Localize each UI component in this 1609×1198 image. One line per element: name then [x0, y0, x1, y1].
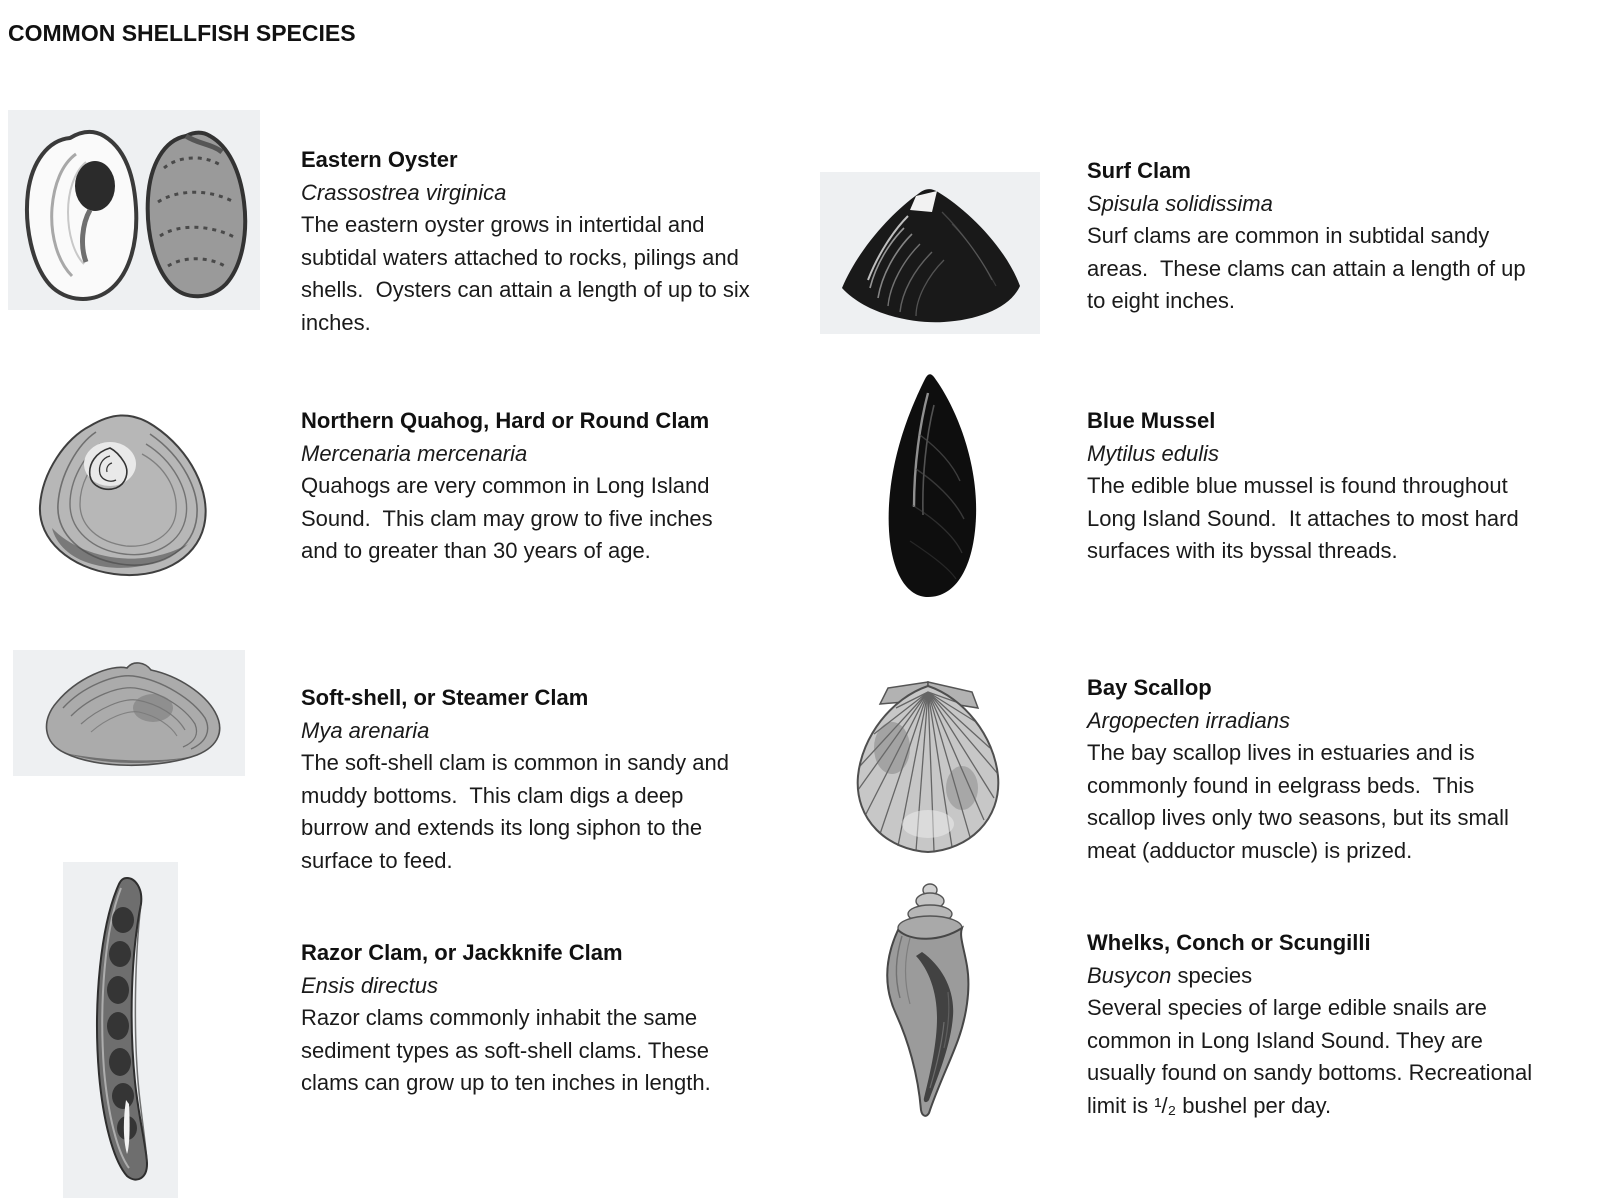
soft-shell-clam-illustration — [13, 650, 245, 776]
eastern-oyster-illustration — [8, 110, 260, 310]
species-name: Northern Quahog, Hard or Round Clam — [301, 408, 710, 433]
bay-scallop-illustration — [832, 648, 1018, 860]
species-entry-soft-shell-clam — [301, 682, 753, 877]
species-scientific-name: Spisula solidissima — [1087, 190, 1273, 216]
surf-clam-illustration — [820, 172, 1040, 334]
species-scientific-name: Busycon species — [1087, 962, 1253, 988]
species-scientific-name: Argopecten irradians — [1087, 707, 1291, 733]
species-name: Blue Mussel — [1087, 408, 1216, 433]
species-description: Surf clams are common in subtidal sandy areas. These clams can attain a length of up to eight inches. — [1087, 223, 1532, 313]
surf-clam-figure — [820, 172, 1040, 334]
species-name: Bay Scallop — [1087, 675, 1212, 700]
northern-quahog-figure — [18, 388, 223, 598]
species-description: Razor clams commonly inhabit the same sediment types as soft-shell clams. These clams can grow up to ten inches in length. — [301, 1005, 716, 1095]
eastern-oyster-figure — [8, 110, 260, 310]
bay-scallop-figure — [832, 648, 1018, 860]
species-description: The edible blue mussel is found throughout Long Island Sound. It attaches to most hard surfaces with its byssal threads. — [1087, 473, 1525, 563]
razor-clam-illustration — [63, 862, 178, 1198]
species-scientific-name: Ensis directus — [301, 972, 438, 998]
species-entry-surf-clam — [1087, 155, 1532, 318]
species-entry-northern-quahog — [301, 405, 753, 568]
species-description: The eastern oyster grows in intertidal and subtidal waters attached to rocks, pilings and shells. Oysters can attain a length of up to six inches. — [301, 212, 756, 335]
northern-quahog-illustration — [18, 388, 223, 598]
species-scientific-name: Mytilus edulis — [1087, 440, 1220, 466]
soft-shell-clam-figure — [13, 650, 245, 776]
species-entry-whelk — [1087, 927, 1539, 1122]
species-entry-razor-clam — [301, 937, 753, 1100]
species-name: Surf Clam — [1087, 158, 1191, 183]
whelk-figure — [852, 872, 1007, 1124]
page-title: COMMON SHELLFISH SPECIES — [8, 20, 356, 46]
whelk-illustration — [852, 872, 1007, 1124]
blue-mussel-illustration — [862, 365, 1007, 607]
species-name: Soft-shell, or Steamer Clam — [301, 685, 589, 710]
species-description: Quahogs are very common in Long Island Sound. This clam may grow to five inches and to greater than 30 years of age. — [301, 473, 719, 563]
species-scientific-name: Mercenaria mercenaria — [301, 440, 528, 466]
blue-mussel-figure — [862, 365, 1007, 607]
species-name: Whelks, Conch or Scungilli — [1087, 930, 1371, 955]
species-description: Several species of large edible snails are common in Long Island Sound. They are usually found on sandy bottoms. Recreational limit is ¹/₂ bushel per day. — [1087, 995, 1539, 1118]
species-scientific-name: Mya arenaria — [301, 717, 430, 743]
razor-clam-figure — [63, 862, 178, 1198]
species-name: Razor Clam, or Jackknife Clam — [301, 940, 623, 965]
species-entry-blue-mussel — [1087, 405, 1532, 568]
species-description: The soft-shell clam is common in sandy and muddy bottoms. This clam digs a deep burrow and extends its long siphon to the surface to feed. — [301, 750, 736, 873]
species-description: The bay scallop lives in estuaries and is commonly found in eelgrass beds. This scallop lives only two seasons, but its small meat (adductor muscle) is prized. — [1087, 740, 1515, 863]
species-entry-bay-scallop — [1087, 672, 1539, 867]
species-entry-eastern-oyster — [301, 144, 756, 339]
species-name: Eastern Oyster — [301, 147, 458, 172]
species-scientific-name: Crassostrea virginica — [301, 179, 507, 205]
